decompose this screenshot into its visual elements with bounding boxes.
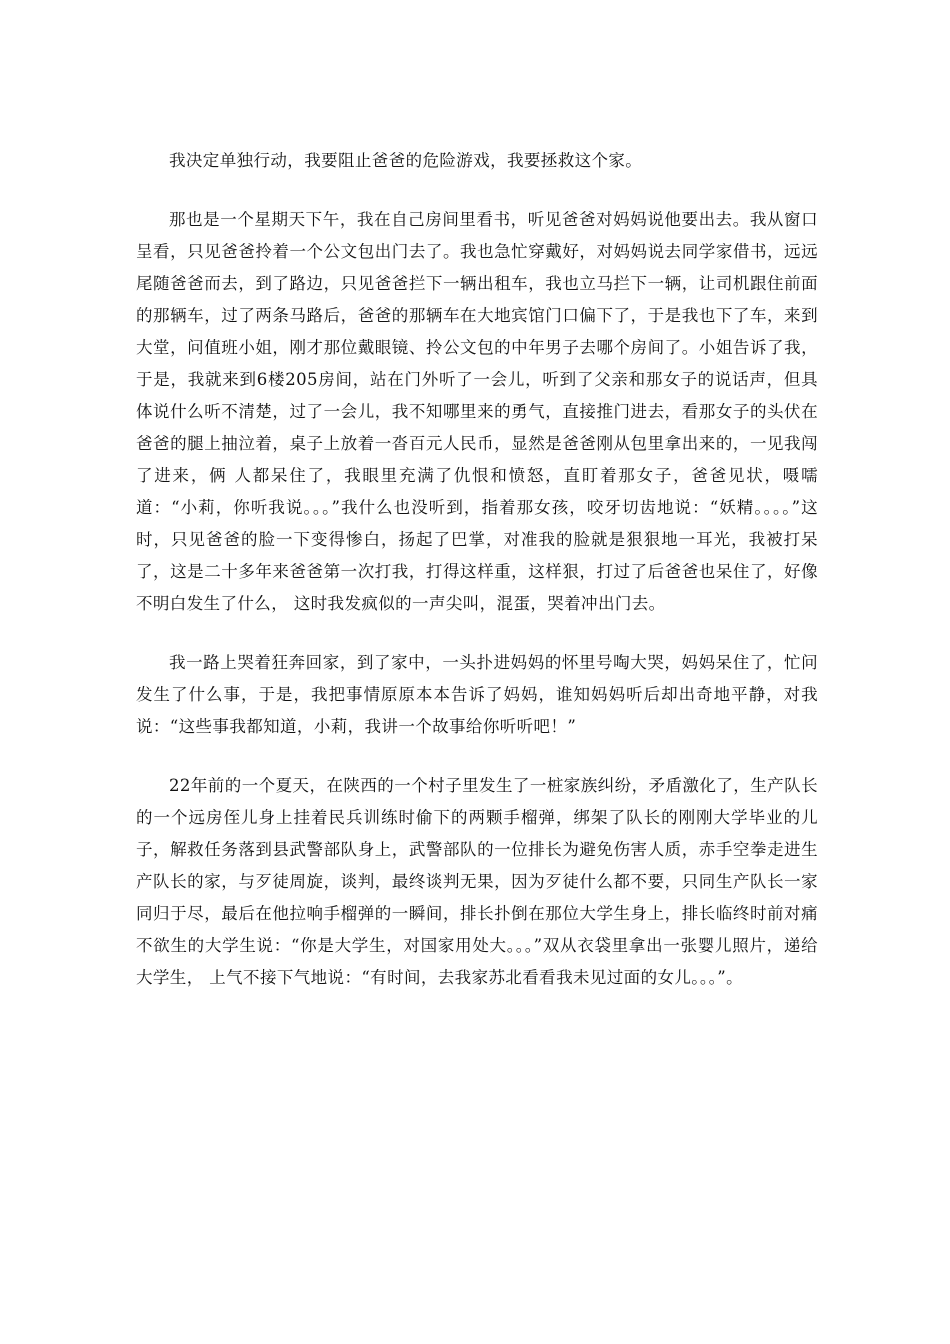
paragraph-3: 我一路上哭着狂奔回家，到了家中，一头扑进妈妈的怀里号啕大哭，妈妈呆住了，忙问发生了什么事，于是，我把事情原原本本告诉了妈妈，谁知妈妈听后却出奇地平静，对我说：“这些事我都知道，小莉，我讲一个故事给你听听吧！” [136, 653, 818, 736]
document-page [136, 145, 818, 994]
paragraph-2: 那也是一个星期天下午，我在自己房间里看书，听见爸爸对妈妈说他要出去。我从窗口呈看，只见爸爸拎着一个公文包出门去了。我也急忙穿戴好，对妈妈说去同学家借书，远远尾随爸爸而去，到了路边，只见爸爸拦下一辆出租车，我也立马拦下一辆，让司机跟住前面的那辆车，过了两条马路后，爸爸的那辆车在大地宾馆门口偏下了，于是我也下了车，来到大堂，问值班小姐，刚才那位戴眼镜、拎公文包的中年男子去哪个房间了。小姐告诉了我，于是，我就来到6楼205房间，站在门外听了一会儿，听到了父亲和那女子的说话声，但具体说什么听不清楚，过了一会儿，我不知哪里来的勇气，直接推门进去，看那女子的头伏在爸爸的腿上抽泣着，桌子上放着一沓百元人民币，显然是爸爸刚从包里拿出来的，一见我闯了进来，俩 人都呆住了，我眼里充满了仇恨和愤怒，直盯着那女子，爸爸见状，嗫嚅道：“小莉，你听我说。。。”我什么也没听到，指着那女孩，咬牙切齿地说：“妖精。。。。”这时，只见爸爸的脸一下变得惨白，扬起了巴掌，对准我的脸就是狠狠地一耳光，我被打呆了，这是二十多年来爸爸第一次打我，打得这样重，这样狠，打过了后爸爸也呆住了，好像不明白发生了什么， 这时我发疯似的一声尖叫，混蛋，哭着冲出门去。 [136, 210, 818, 613]
paragraph-4: 22年前的一个夏天，在陕西的一个村子里发生了一桩家族纠纷，矛盾激化了，生产队长的一个远房侄儿身上挂着民兵训练时偷下的两颗手榴弹，绑架了队长的刚刚大学毕业的儿子，解救任务落到县武警部队身上，武警部队的一位排长为避免伤害人质，赤手空拳走进生产队长的家，与歹徒周旋，谈判，最终谈判无果，因为歹徒什么都不要，只同生产队长一家同归于尽，最后在他拉响手榴弹的一瞬间，排长扑倒在那位大学生身上，排长临终时前对痛不欲生的大学生说：“你是大学生，对国家用处大。。。”双从衣袋里拿出一张婴儿照片，递给大学生， 上气不接下气地说：“有时间，去我家苏北看看我未见过面的女儿。。。”。 [136, 776, 818, 987]
paragraph-1: 我决定单独行动，我要阻止爸爸的危险游戏，我要拯救这个家。 [169, 151, 643, 170]
